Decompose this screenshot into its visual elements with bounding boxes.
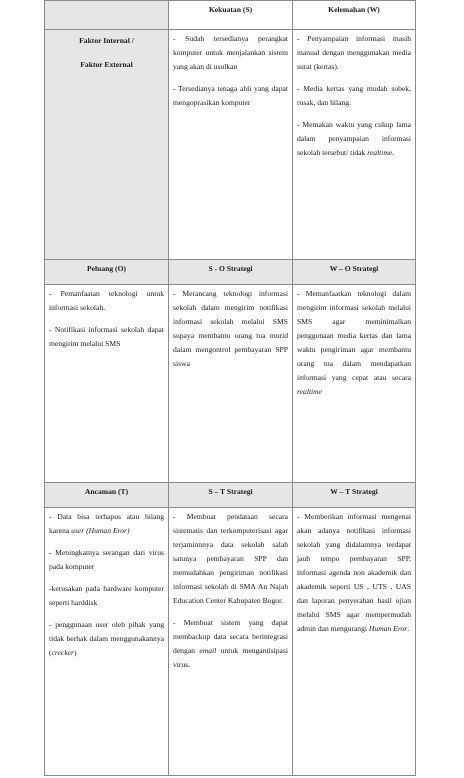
- threat-item: - Meningkatnya serangan dari virus pada komputer: [49, 548, 164, 571]
- weaknesses-cell: [293, 30, 416, 260]
- header-strengths: Kekuatan (S): [169, 1, 293, 30]
- threats-cell: [45, 508, 169, 776]
- opportunity-item: - Notifikasi informasi sekolah dapat mengirim melalui SMS: [49, 325, 164, 348]
- weakness-item: - Penyampaian informasi masih manual dengan menggunakan media surat (kertas).: [297, 34, 411, 71]
- weakness-item: - Media kertas yang mudah sobek, rusak, dan hilang.: [297, 84, 411, 107]
- threat-item: -kerusakan pada hardware komputer seperti harddisk: [49, 584, 164, 607]
- header-opportunities: Peluang (O): [45, 260, 169, 285]
- st-strategy-item: - Membuat pendataan secara sistematis dan terkomputerisasi agar terjaminnnya data sekolah salah satunya pembayaran SPP dan memudahkan pengiriman notifikasi informasi sekolah di SMA An Najah Education Center Kabupaten Bogor.: [173, 512, 288, 605]
- strength-item: - Tersedianya tenaga ahli yang dapat mengoprasikan komputer: [173, 84, 288, 107]
- header-wo-strategy: W – O Strategi: [293, 260, 416, 285]
- wt-strategy-cell: [293, 508, 416, 776]
- so-strategy-text: - Merancang teknologi informasi sekolah dalam mengirim notifikasi informasi sekolah melalui SMS supaya membantu orang tua murid dalam mengontrol pembayaran SPP siswa: [173, 289, 288, 368]
- threat-item: - Data bisa terhapus atau hilang karena user (Human Eror): [49, 512, 164, 535]
- strengths-cell: [169, 30, 293, 260]
- header-weaknesses: Kelemahan (W): [293, 1, 416, 30]
- wt-strategy-text: - Memberikan informasi mengenai akan adanya notifikasi informasi sekolah yang didalamnya terdapat jauh tempo pembayaran SPP, informasi agenda non akademik dan akademik seperti US , UTS , UAS dan laporan penyerahan hasil ujian melalui SMS agar mempermudah admin dan mengurangi Human Eror.: [297, 512, 411, 633]
- threats-header-row: [45, 483, 416, 508]
- opportunities-row: [45, 285, 416, 483]
- weakness-item: - Memakan waktu yang cukup lama dalam penyampaian informasi sekolah tersebut/ tidak realtime.: [297, 120, 411, 157]
- swot-table: [44, 0, 416, 776]
- st-strategy-cell: [169, 508, 293, 776]
- header-empty-cell: [45, 1, 169, 30]
- internal-row: [45, 30, 416, 260]
- st-strategy-item: - Membuat sistem yang dapat membackup data secara berintegrasi dengan email untuk mengantisipasi virus.: [173, 618, 288, 669]
- header-st-strategy: S – T Strategi: [169, 483, 293, 508]
- factor-label: Faktor Internal / Faktor External: [79, 36, 134, 69]
- threat-item: - penggunaan user oleh pihak yang tidak berhak dalam menggunakannya (crecker): [49, 620, 164, 657]
- opportunities-header-row: [45, 260, 416, 285]
- header-row: [45, 1, 416, 30]
- wo-strategy-text: - Memanfaatkan teknologi dalam mengirim informasi sekolah melalui SMS agar meminimalkan penggunaan media kertas dan lama waktu pengiriman agar membantu orang tua dalam mendapatkan informasi yang cepat atau secara realtime: [297, 289, 411, 396]
- opportunity-item: - Pemanfaatan teknologi untuk informasi sekolah.: [49, 289, 164, 312]
- header-threats: Ancaman (T): [45, 483, 169, 508]
- threats-row: [45, 508, 416, 776]
- wo-strategy-cell: [293, 285, 416, 483]
- header-so-strategy: S - O Strategi: [169, 260, 293, 285]
- opportunities-cell: [45, 285, 169, 483]
- factor-cell: [45, 30, 169, 260]
- strength-item: - Sudah tersedianya perangkat komputer untuk menjalankan sistem yang akan di usulkan: [173, 34, 288, 71]
- header-wt-strategy: W – T Strategi: [293, 483, 416, 508]
- so-strategy-cell: [169, 285, 293, 483]
